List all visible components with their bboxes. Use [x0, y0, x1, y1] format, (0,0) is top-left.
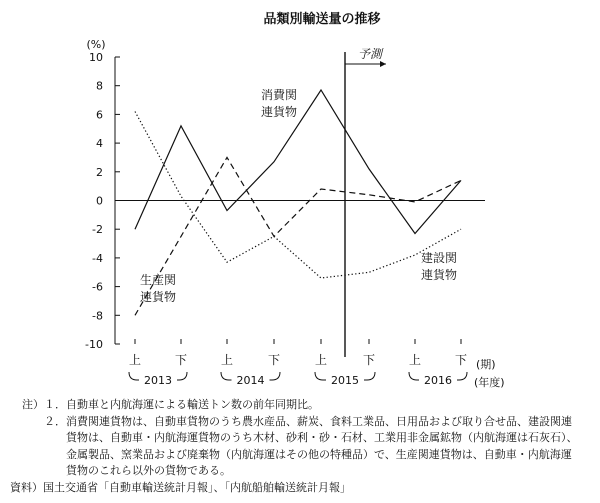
note-line: 金属製品、窯業品および廃棄物（内航海運はその他の特種品）で、生産関連貨物は、自動車・内航海運	[22, 447, 572, 461]
series-label: 消費関連貨物	[261, 88, 298, 119]
series-line	[135, 157, 461, 315]
x-tick-label: 上	[408, 353, 422, 367]
x-tick-label: 下	[362, 353, 376, 367]
series-line	[135, 112, 461, 279]
forecast-arrowhead	[380, 61, 386, 67]
forecast-label: 予測	[358, 47, 383, 61]
year-label: 2013	[144, 374, 172, 387]
y-tick-label: 0	[96, 194, 103, 208]
source-line: 資料）国土交通省「自動車輸送統計月報」、「内航船舶輸送統計月報」	[10, 480, 351, 494]
x-tick-label: 上	[220, 353, 234, 367]
note-line: 注）１．自動車と内航海運による輸送トン数の前年同期比。	[22, 398, 319, 411]
x-tick-label: 上	[128, 353, 142, 367]
x-tick-label: 上	[314, 353, 328, 367]
y-tick-label: 2	[96, 165, 103, 179]
period-unit-label: (期)	[476, 358, 496, 371]
note-line: ２．消費関連貨物は、自動車貨物のうち農水産品、薪炭、食料工業品、日用品および取り合せ品、建設関連	[22, 414, 572, 428]
y-tick-label: -2	[92, 223, 103, 237]
chart-title: 品類別輸送量の推移	[263, 12, 381, 27]
series-label: 生産関連貨物	[140, 273, 177, 304]
year-unit-label: (年度)	[474, 376, 505, 389]
note-line: 貨物のこれら以外の貨物である。	[22, 464, 231, 477]
note-line: 貨物は、自動車・内航海運貨物のうち木材、砂利・砂・石材、工業用非金属鉱物（内航海運は石灰石）、	[22, 431, 578, 444]
x-tick-label: 下	[267, 353, 281, 367]
y-tick-label: -4	[92, 251, 103, 265]
year-label: 2015	[331, 374, 359, 387]
y-tick-label: 4	[96, 137, 103, 151]
year-label: 2016	[424, 374, 452, 387]
y-tick-label: 8	[96, 79, 103, 93]
series-label: 建設関連貨物	[421, 251, 458, 282]
y-tick-label: 10	[89, 51, 103, 64]
year-label: 2014	[236, 374, 265, 387]
y-unit-label: (%)	[86, 38, 106, 51]
y-tick-label: -6	[92, 280, 103, 294]
y-tick-label: 6	[96, 108, 103, 122]
y-tick-label: -10	[85, 338, 103, 351]
x-tick-label: 下	[454, 353, 468, 367]
series-line	[135, 90, 461, 234]
y-tick-label: -8	[92, 309, 103, 323]
x-tick-label: 下	[174, 353, 188, 367]
